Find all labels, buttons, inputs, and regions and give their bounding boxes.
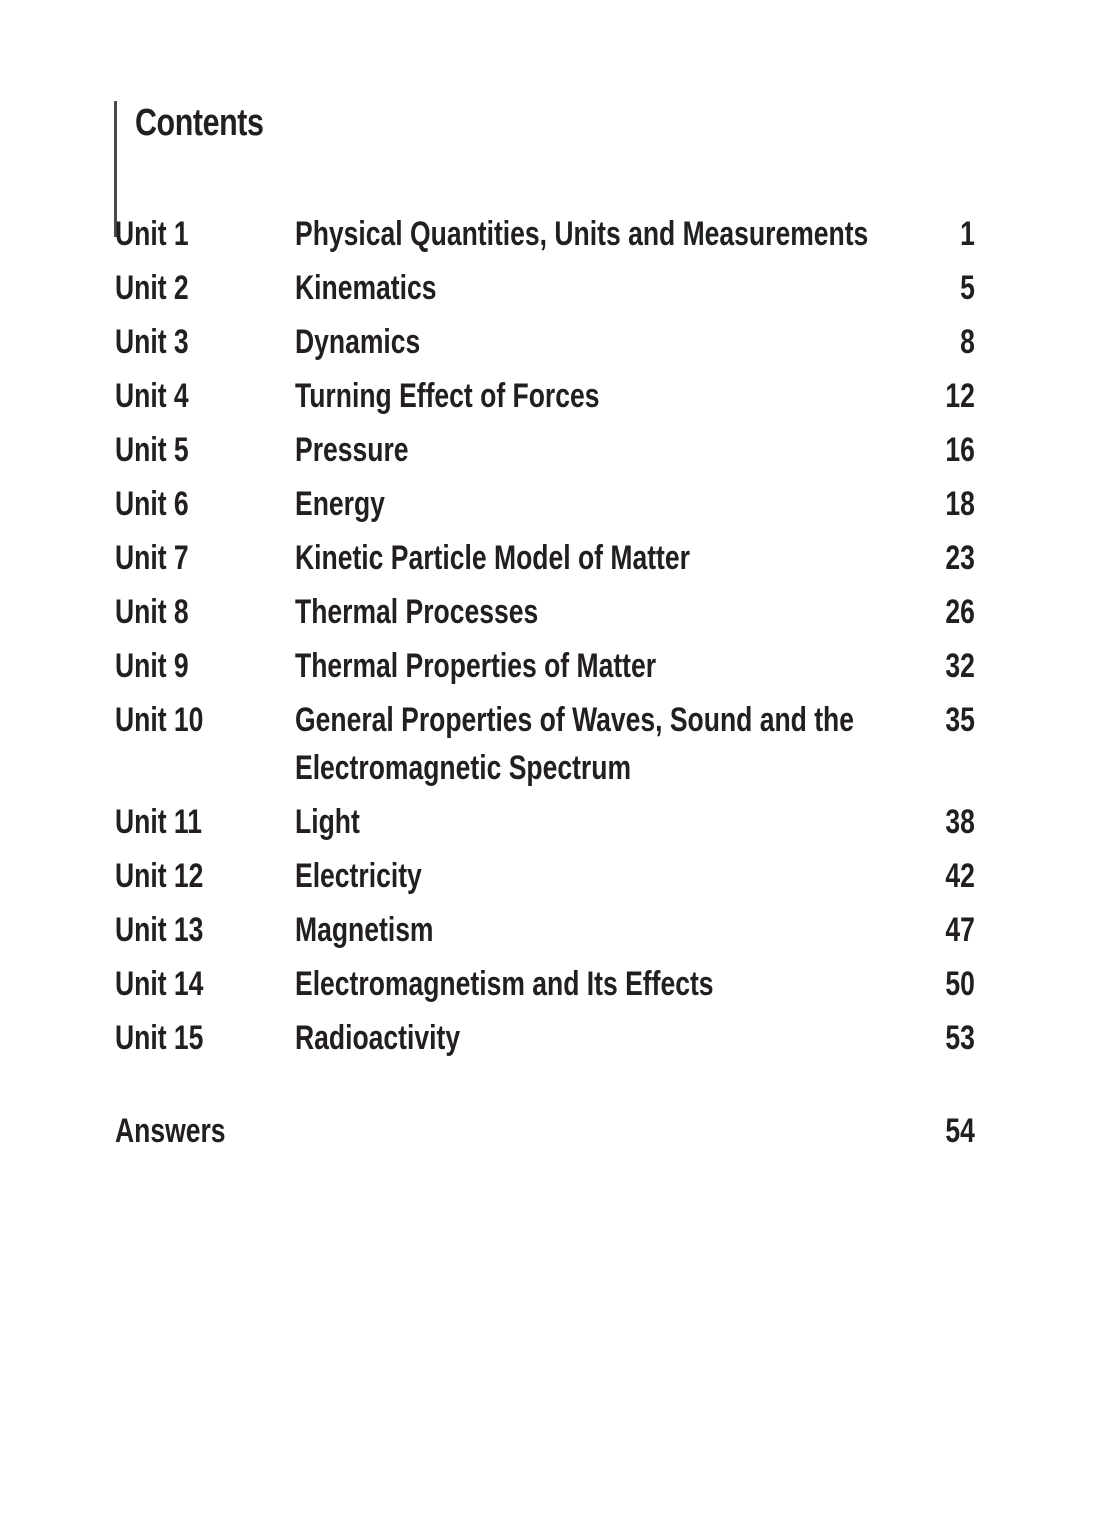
toc-unit-label: Unit 8 <box>115 593 189 631</box>
toc-unit-label: Unit 12 <box>115 857 204 895</box>
toc-page-number: 12 <box>945 377 975 415</box>
toc-page-number: 8 <box>960 323 975 361</box>
toc-page-number: 32 <box>945 647 975 685</box>
toc-page-number: 23 <box>945 539 975 577</box>
toc-row <box>115 264 975 312</box>
toc-row <box>115 642 975 690</box>
toc-row-answers <box>115 1107 975 1155</box>
toc-unit-label: Unit 6 <box>115 485 189 523</box>
toc-row <box>115 960 975 1008</box>
toc-page-number: 18 <box>945 485 975 523</box>
toc-unit-title: Kinetic Particle Model of Matter <box>295 539 690 577</box>
toc-unit-title: Light <box>295 803 360 841</box>
toc-unit-title: Radioactivity <box>295 1019 461 1057</box>
toc-page-number: 26 <box>945 593 975 631</box>
toc-unit-title: Magnetism <box>295 911 434 949</box>
toc-unit-label: Unit 2 <box>115 269 189 307</box>
toc-unit-label: Unit 7 <box>115 539 189 577</box>
answers-page-number: 54 <box>945 1112 975 1150</box>
toc-page-number: 53 <box>945 1019 975 1057</box>
toc-row <box>115 696 975 792</box>
toc-row <box>115 1014 975 1062</box>
toc-row <box>115 852 975 900</box>
toc-unit-label: Unit 15 <box>115 1019 204 1057</box>
toc-page-number: 5 <box>960 269 975 307</box>
toc-unit-title: Dynamics <box>295 323 421 361</box>
toc-row <box>115 906 975 954</box>
toc-unit-label: Unit 13 <box>115 911 204 949</box>
toc-unit-label: Unit 10 <box>115 701 204 739</box>
toc-unit-title: Electricity <box>295 857 422 895</box>
toc-unit-title: Pressure <box>295 431 409 469</box>
toc-page-number: 38 <box>945 803 975 841</box>
toc-unit-label: Unit 14 <box>115 965 204 1003</box>
toc-unit-title: Turning Effect of Forces <box>295 377 600 415</box>
toc-unit-title: Thermal Processes <box>295 593 539 631</box>
toc-unit-title: Physical Quantities, Units and Measurements <box>295 215 869 253</box>
toc-unit-label: Unit 5 <box>115 431 189 469</box>
toc-unit-label: Unit 4 <box>115 377 189 415</box>
toc-row <box>115 588 975 636</box>
toc-unit-label: Unit 11 <box>115 803 202 841</box>
toc-unit-label: Unit 9 <box>115 647 189 685</box>
toc-page-number: 16 <box>945 431 975 469</box>
toc-row <box>115 534 975 582</box>
toc-page-number: 35 <box>945 701 975 739</box>
toc-unit-label: Unit 3 <box>115 323 189 361</box>
toc-row <box>115 372 975 420</box>
toc-unit-title: General Properties of Waves, Sound and the Electromagnetic Spectrum <box>295 701 855 787</box>
toc-unit-title: Electromagnetism and Its Effects <box>295 965 714 1003</box>
page-title: Contents <box>135 102 264 144</box>
toc-unit-title: Kinematics <box>295 269 437 307</box>
toc-unit-label: Unit 1 <box>115 215 189 253</box>
answers-label: Answers <box>115 1112 226 1150</box>
toc-unit-title: Energy <box>295 485 385 523</box>
toc-unit-title: Thermal Properties of Matter <box>295 647 657 685</box>
contents-page <box>0 101 1120 1536</box>
toc-page-number: 1 <box>960 215 975 253</box>
toc-page-number: 42 <box>945 857 975 895</box>
toc-row <box>115 318 975 366</box>
toc-page-number: 47 <box>945 911 975 949</box>
toc-row <box>115 210 975 258</box>
toc-page-number: 50 <box>945 965 975 1003</box>
toc-row <box>115 798 975 846</box>
toc-row <box>115 480 975 528</box>
toc-row <box>115 426 975 474</box>
toc-list <box>115 210 975 1155</box>
